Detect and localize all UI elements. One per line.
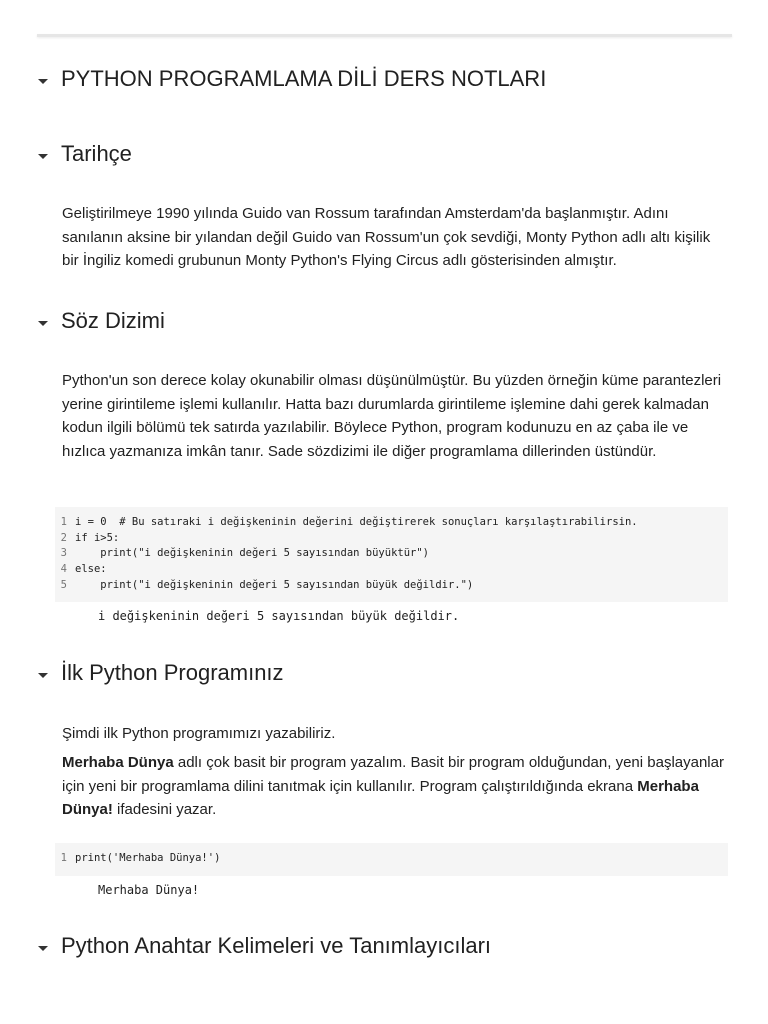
line-number: 4 <box>60 563 67 576</box>
line-number: 2 <box>60 531 67 544</box>
code-source: print("i değişkeninin değeri 5 sayısından büyüktür") <box>75 547 430 560</box>
text-span: ifadesini yazar. <box>112 801 217 818</box>
collapse-caret-icon[interactable] <box>38 154 48 159</box>
syntax-paragraph: Python'un son derece kolay okunabilir olması düşünülmüştür. Bu yüzden örneğin küme parantezleri yerine girintileme işlemi kullanılır. Hatta bazı durumlarda girintileme işlemine dahi gerek kalmadan kodun ilgili bölümü tek satırda yazılabilir. Böylece Python, program kodunuzu en az çaba ile ve hızlıca yazmanıza imkân tanır. Sade sözdizimi ile diğer programlama dillerinden üstündür. <box>62 372 722 460</box>
heading-keywords[interactable] <box>38 933 491 959</box>
collapse-caret-icon[interactable] <box>38 321 48 326</box>
heading-syntax[interactable] <box>38 308 165 334</box>
heading-first-program[interactable] <box>38 660 284 686</box>
history-paragraph: Geliştirilmeye 1990 yılında Guido van Rossum tarafından Amsterdam'da başlanmıştır. Adını sanılanın aksine bir yılandan değil Guido van Rossum'un çok sevdiği, Monty Python adlı altı kişilik bir İngiliz komedi grubunun Monty Python's Flying Circus adlı gösterisinden almıştır. <box>62 205 711 269</box>
code-line <box>55 531 728 547</box>
code-line <box>55 562 728 578</box>
code-source: print("i değişkeninin değeri 5 sayısından büyük değildir.") <box>75 578 474 591</box>
top-divider <box>37 34 732 37</box>
collapse-caret-icon[interactable] <box>38 673 48 678</box>
line-number: 1 <box>60 516 67 528</box>
collapse-caret-icon[interactable] <box>38 946 48 951</box>
heading-main[interactable] <box>38 66 546 92</box>
first-program-intro: Şimdi ilk Python programımızı yazabiliriz. <box>62 725 336 742</box>
code-cell-2[interactable] <box>55 843 728 876</box>
code-line <box>55 578 728 594</box>
heading-history-text: Tarihçe <box>61 141 132 166</box>
heading-history[interactable] <box>38 141 132 167</box>
heading-first-program-text: İlk Python Programınız <box>61 660 284 685</box>
code-line <box>55 851 728 867</box>
bold-text: Merhaba Dünya <box>62 754 174 771</box>
line-number: 1 <box>60 852 67 864</box>
code-output-1: i değişkeninin değeri 5 sayısından büyük değildir. <box>98 609 460 623</box>
code-cell-1[interactable] <box>55 507 728 602</box>
text-span: adlı çok basit bir program yazalım. Basit bir program olduğundan, yeni başlayanlar için yeni bir programlama dilini tanıtmak için kullanılır. Program çalıştırıldığında ekrana <box>62 754 724 795</box>
code-source: i = 0 # Bu satıraki i değişkeninin değerini değiştirerek sonuçları karşılaştırabilirsin. <box>75 516 638 528</box>
first-program-paragraph <box>62 751 726 822</box>
code-line <box>55 515 728 531</box>
line-number: 3 <box>60 547 67 560</box>
heading-syntax-text: Söz Dizimi <box>61 308 165 333</box>
code-output-2: Merhaba Dünya! <box>98 883 200 897</box>
code-source: if i>5: <box>75 531 120 544</box>
heading-keywords-text: Python Anahtar Kelimeleri ve Tanımlayıcıları <box>61 933 492 958</box>
bold-text: Merhaba Dünya! <box>62 777 699 818</box>
line-number: 5 <box>60 578 67 591</box>
code-line <box>55 546 728 562</box>
code-source: print('Merhaba Dünya!') <box>75 852 221 864</box>
code-source: else: <box>75 563 107 576</box>
collapse-caret-icon[interactable] <box>38 79 48 84</box>
heading-main-text: PYTHON PROGRAMLAMA DİLİ DERS NOTLARI <box>61 66 547 91</box>
